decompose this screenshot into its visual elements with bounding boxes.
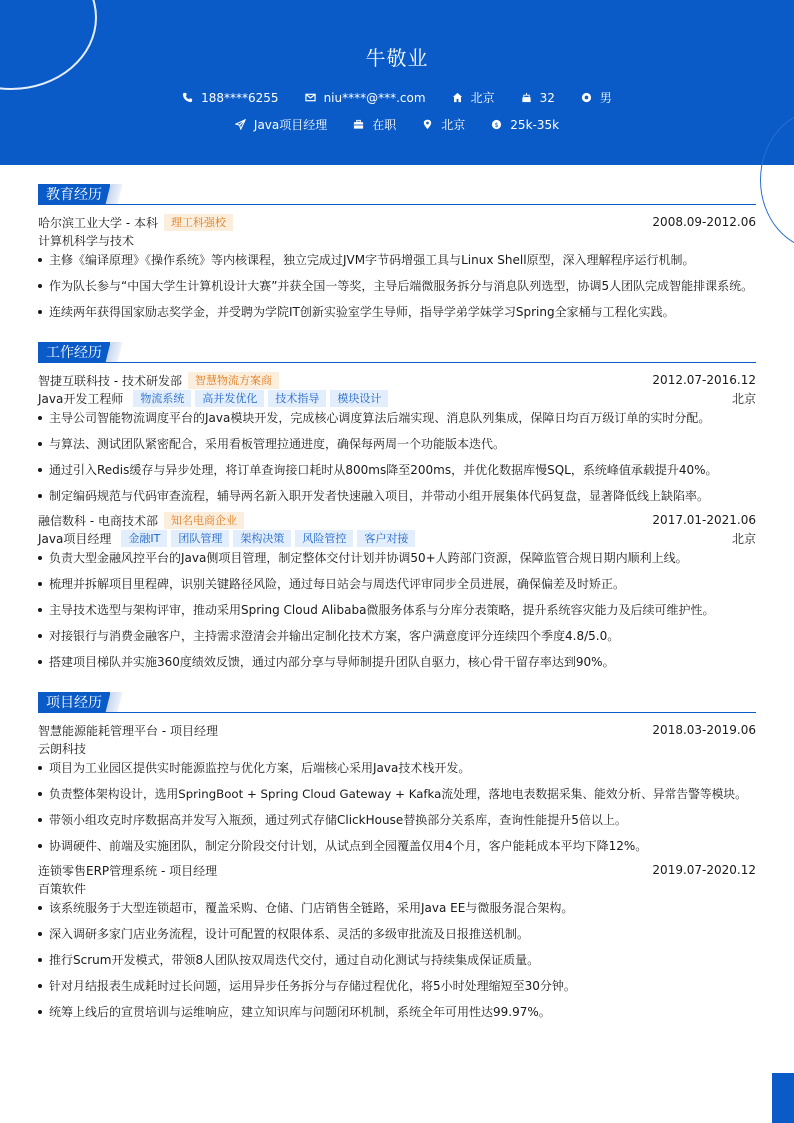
skill-tag: 技术指导 <box>268 390 326 407</box>
skill-tag: 模块设计 <box>330 390 388 407</box>
company-tag: 智慧物流方案商 <box>188 372 279 389</box>
bullet-dot <box>38 818 42 822</box>
major: 计算机科学与技术 <box>38 233 135 248</box>
list-item <box>38 627 756 645</box>
list-item <box>38 1003 756 1021</box>
skill-tag: 团队管理 <box>171 530 229 547</box>
project-company-row <box>38 879 756 897</box>
phone-item <box>182 91 278 105</box>
bullet-text: 通过引入Redis缓存与异步处理，将订单查询接口耗时从800ms降至200ms，并优化数据库慢SQL，系统峰值承载提升40%。 <box>49 463 718 477</box>
map-pin-icon <box>422 119 433 130</box>
section-label: 项目经历 <box>38 692 110 713</box>
project-company: 百策软件 <box>38 881 87 896</box>
work-entry-header <box>38 371 756 389</box>
project-section-title <box>38 691 120 713</box>
bullet-dot <box>38 984 42 988</box>
bullet-dot <box>38 258 42 262</box>
age-text: 32 <box>539 90 555 105</box>
bullet-text: 搭建项目梯队并实施360度绩效反馈，通过内部分享与导师制提升团队自驱力，核心骨干留存率达到90%。 <box>49 655 615 669</box>
bullet-dot <box>38 766 42 770</box>
bullet-text: 协调硬件、前端及实施团队，制定分阶段交付计划，从试点到全园覆盖仅用4个月，客户能耗成本平均下降12%。 <box>49 839 648 853</box>
bullet-text: 负责整体架构设计，选用SpringBoot + Spring Cloud Gateway + Kafka流处理，落地电表数据采集、能效分析、异常告警等模块。 <box>49 787 747 801</box>
list-item <box>38 303 756 321</box>
location-text: 北京 <box>470 91 495 105</box>
bullet-dot <box>38 906 42 910</box>
age-item <box>521 91 555 105</box>
bullet-dot <box>38 582 42 586</box>
school-line: 哈尔滨工业大学 - 本科 <box>38 215 158 230</box>
work-dates: 2017.01-2021.06 <box>652 513 756 527</box>
list-item <box>38 837 756 855</box>
list-item <box>38 951 756 969</box>
section-divider <box>38 362 756 363</box>
status-item <box>353 116 396 133</box>
bullet-text: 与算法、测试团队紧密配合，采用看板管理拉通进度，确保每两周一个功能版本迭代。 <box>49 437 506 451</box>
work-city: 北京 <box>731 531 756 546</box>
section-label: 工作经历 <box>38 342 110 363</box>
gender-text: 男 <box>599 91 612 105</box>
bullet-dot <box>38 310 42 314</box>
bullet-text: 深入调研多家门店业务流程，设计可配置的权限体系、灵活的多级审批流及日报推送机制。 <box>49 927 530 941</box>
list-item <box>38 461 756 479</box>
bullet-text: 推行Scrum开发模式，带领8人团队按双周迭代交付，通过自动化测试与持续集成保证质量。 <box>49 953 540 967</box>
bullet-dot <box>38 416 42 420</box>
bullet-text: 主导技术选型与架构评审，推动采用Spring Cloud Alibaba微服务体系与分库分表策略，提升系统容灾能力及后续可维护性。 <box>49 603 715 617</box>
skill-tag: 物流系统 <box>133 390 191 407</box>
bullet-dot <box>38 284 42 288</box>
email-item <box>305 91 426 105</box>
bullet-text: 梳理并拆解项目里程碑，识别关键路径风险，通过每日站会与周迭代评审同步全员进展，确保偏差及时矫正。 <box>49 577 626 591</box>
header-banner <box>0 0 794 165</box>
education-major-row <box>38 231 756 249</box>
mail-icon <box>305 92 316 103</box>
list-item <box>38 549 756 567</box>
target-job-item <box>235 116 327 133</box>
work-section-title <box>38 341 120 363</box>
company-line: 融信数科 - 电商技术部 <box>38 513 158 528</box>
role: Java开发工程师 <box>38 391 124 406</box>
list-item <box>38 251 756 269</box>
bullet-dot <box>38 468 42 472</box>
bullet-dot <box>38 958 42 962</box>
bullet-text: 针对月结报表生成耗时过长问题，运用异步任务拆分与存储过程优化，将5小时处理缩短至30分钟。 <box>49 979 576 993</box>
phone-icon <box>182 92 193 103</box>
project-dates: 2019.07-2020.12 <box>652 863 756 877</box>
bullet-dot <box>38 556 42 560</box>
project-line: 智慧能源能耗管理平台 - 项目经理 <box>38 723 218 738</box>
contact-row <box>0 89 794 106</box>
list-item <box>38 899 756 917</box>
gender-item <box>581 89 612 106</box>
school-tag: 理工科强校 <box>164 214 233 231</box>
work-role-row <box>38 389 756 407</box>
bullet-dot <box>38 932 42 936</box>
skill-tag: 客户对接 <box>357 530 415 547</box>
list-item <box>38 277 756 295</box>
work-role-row <box>38 529 756 547</box>
target-job-text: Java项目经理 <box>253 118 328 132</box>
status-text: 在职 <box>372 118 397 132</box>
list-item <box>38 925 756 943</box>
company-line: 智捷互联科技 - 技术研发部 <box>38 373 182 388</box>
target-city-item <box>422 116 465 133</box>
bullet-text: 主修《编译原理》《操作系统》等内核课程，独立完成过JVM字节码增强工具与Linux Shell原型，深入理解程序运行机制。 <box>49 253 695 267</box>
section-divider <box>38 204 756 205</box>
briefcase-icon <box>353 119 364 130</box>
bullet-text: 主导公司智能物流调度平台的Java模块开发，完成核心调度算法后端实现、消息队列集成，保障日均百万级订单的实时分配。 <box>49 411 711 425</box>
bullet-text: 作为队长参与“中国大学生计算机设计大赛”并获全国一等奖，主导后端微服务拆分与消息队列选型，协调5人团队完成智能排课系统。 <box>49 279 754 293</box>
bullet-dot <box>38 660 42 664</box>
skill-tag: 金融IT <box>121 530 167 547</box>
send-icon <box>235 119 246 130</box>
skill-tag: 风险管控 <box>295 530 353 547</box>
bullet-text: 连续两年获得国家励志奖学金，并受聘为学院IT创新实验室学生导师，指导学弟学妹学习Spring全家桶与工程化实践。 <box>49 305 675 319</box>
bullet-text: 对接银行与消费金融客户，主持需求澄清会并输出定制化技术方案，客户满意度评分连续四个季度4.8/5.0。 <box>49 629 620 643</box>
bullet-text: 项目为工业园区提供实时能源监控与优化方案，后端核心采用Java技术栈开发。 <box>49 761 471 775</box>
bullet-dot <box>38 634 42 638</box>
company-tag: 知名电商企业 <box>164 512 244 529</box>
list-item <box>38 653 756 671</box>
list-item <box>38 409 756 427</box>
candidate-name: 牛敬业 <box>365 46 429 70</box>
project-line: 连锁零售ERP管理系统 - 项目经理 <box>38 863 218 878</box>
project-entry-header <box>38 721 756 739</box>
bullet-dot <box>38 792 42 796</box>
skill-tag: 架构决策 <box>233 530 291 547</box>
bullet-text: 带领小组攻克时序数据高并发写入瓶颈，通过列式存储ClickHouse替换部分关系库，查询性能提升5倍以上。 <box>49 813 627 827</box>
project-company-row <box>38 739 756 757</box>
section-divider <box>38 712 756 713</box>
work-city: 北京 <box>731 391 756 406</box>
education-dates: 2008.09-2012.06 <box>652 215 756 229</box>
bullet-text: 制定编码规范与代码审查流程，辅导两名新入职开发者快速融入项目，并带动小组开展集体代码复盘，显著降低线上缺陷率。 <box>49 489 710 503</box>
role: Java项目经理 <box>38 531 112 546</box>
list-item <box>38 759 756 777</box>
bullet-text: 负责大型金融风控平台的Java侧项目管理，制定整体交付计划并协调50+人跨部门资源，保障监管合规日期内顺利上线。 <box>49 551 688 565</box>
education-entry-header <box>38 213 756 231</box>
list-item <box>38 977 756 995</box>
list-item <box>38 575 756 593</box>
bullet-dot <box>38 1010 42 1014</box>
gender-icon <box>581 92 592 103</box>
salary-item <box>491 118 559 132</box>
bullet-dot <box>38 608 42 612</box>
bullet-text: 该系统服务于大型连锁超市，覆盖采购、仓储、门店销售全链路，采用Java EE与微服务混合架构。 <box>49 901 574 915</box>
skill-tag: 高并发优化 <box>195 390 264 407</box>
work-dates: 2012.07-2016.12 <box>652 373 756 387</box>
work-entry-header <box>38 511 756 529</box>
bullet-dot <box>38 442 42 446</box>
bullet-dot <box>38 494 42 498</box>
list-item <box>38 601 756 619</box>
target-city-text: 北京 <box>441 118 466 132</box>
money-icon <box>491 119 502 130</box>
project-entry-header <box>38 861 756 879</box>
phone-text: 188****6255 <box>201 90 279 105</box>
project-company: 云朗科技 <box>38 741 87 756</box>
list-item <box>38 811 756 829</box>
list-item <box>38 785 756 803</box>
education-section-title <box>38 183 120 205</box>
cake-icon <box>521 92 532 103</box>
job-intent-row <box>0 116 794 133</box>
salary-text: 25k-35k <box>510 117 560 132</box>
list-item <box>38 435 756 453</box>
section-label: 教育经历 <box>38 184 110 205</box>
home-icon <box>452 92 463 103</box>
bullet-dot <box>38 844 42 848</box>
project-dates: 2018.03-2019.06 <box>652 723 756 737</box>
location-item <box>452 89 495 106</box>
corner-accent <box>772 1073 794 1123</box>
bullet-text: 统筹上线后的宣贯培训与运维响应，建立知识库与问题闭环机制，系统全年可用性达99.97%。 <box>49 1005 551 1019</box>
email-text: niu****@***.com <box>323 90 426 105</box>
list-item <box>38 487 756 505</box>
svg-text:$: $ <box>494 120 499 129</box>
